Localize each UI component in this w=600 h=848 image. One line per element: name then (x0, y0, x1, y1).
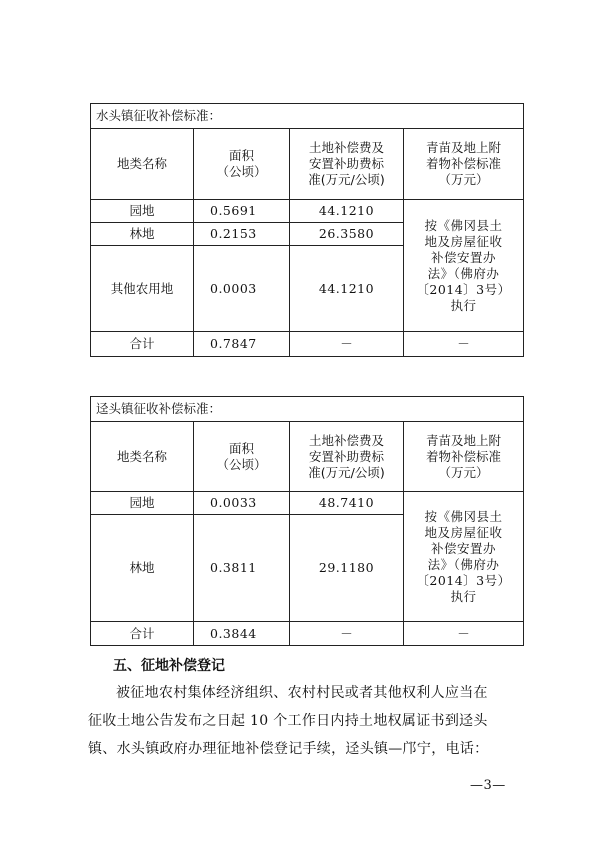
paragraph-line: 征收土地公告发布之日起 10 个工作日内持土地权属证书到迳头 (88, 713, 488, 729)
fee-value: 48.7410 (290, 492, 404, 515)
header-land-fee: 土地补偿费及 安置补助费标 准(万元/公顷) (290, 129, 404, 200)
total-area: 0.3844 (194, 622, 290, 646)
fee-value: 44.1210 (290, 200, 404, 223)
total-label: 合计 (91, 332, 194, 357)
section-heading: 五、征地补偿登记 (113, 658, 225, 674)
total-area: 0.7847 (194, 332, 290, 357)
header-crop-compensation: 青苗及地上附 着物补偿标准 （万元） (404, 129, 524, 200)
table-row (91, 200, 524, 223)
fee-value: 44.1210 (290, 246, 404, 332)
jingtou-compensation-table (90, 396, 524, 646)
area-value: 0.5691 (194, 200, 290, 223)
fee-value: 26.3580 (290, 223, 404, 246)
shuitou-compensation-table (90, 103, 524, 357)
land-type: 林地 (91, 515, 194, 622)
header-land-fee: 土地补偿费及 安置补助费标 准(万元/公顷) (290, 422, 404, 492)
table-title: 迳头镇征收补偿标准： (91, 397, 524, 422)
total-fee: － (290, 332, 404, 357)
header-land-type: 地类名称 (91, 129, 194, 200)
land-type: 林地 (91, 223, 194, 246)
header-area: 面积 （公顷） (194, 422, 290, 492)
total-crop: － (404, 622, 524, 646)
total-row (91, 332, 524, 357)
area-value: 0.2153 (194, 223, 290, 246)
land-type: 其他农用地 (91, 246, 194, 332)
paragraph-line: 被征地农村集体经济组织、农村村民或者其他权利人应当在 (116, 685, 488, 701)
crop-compensation-note: 按《佛冈县土 地及房屋征收 补偿安置办 法》（佛府办 〔2014〕3号） 执行 (404, 200, 524, 332)
total-label: 合计 (91, 622, 194, 646)
header-land-type: 地类名称 (91, 422, 194, 492)
page-number: —3— (470, 778, 506, 793)
area-value: 0.0003 (194, 246, 290, 332)
area-value: 0.0033 (194, 492, 290, 515)
fee-value: 29.1180 (290, 515, 404, 622)
total-row (91, 622, 524, 646)
table-title: 水头镇征收补偿标准： (91, 104, 524, 129)
header-area: 面积 （公顷） (194, 129, 290, 200)
section-paragraph (88, 679, 528, 763)
total-crop: － (404, 332, 524, 357)
area-value: 0.3811 (194, 515, 290, 622)
crop-compensation-note: 按《佛冈县土 地及房屋征收 补偿安置办 法》（佛府办 〔2014〕3号） 执行 (404, 492, 524, 622)
land-type: 园地 (91, 200, 194, 223)
table-row (91, 492, 524, 515)
header-crop-compensation: 青苗及地上附 着物补偿标准 （万元） (404, 422, 524, 492)
total-fee: － (290, 622, 404, 646)
paragraph-line: 镇、水头镇政府办理征地补偿登记手续，迳头镇—邝宁，电话： (88, 741, 489, 757)
land-type: 园地 (91, 492, 194, 515)
